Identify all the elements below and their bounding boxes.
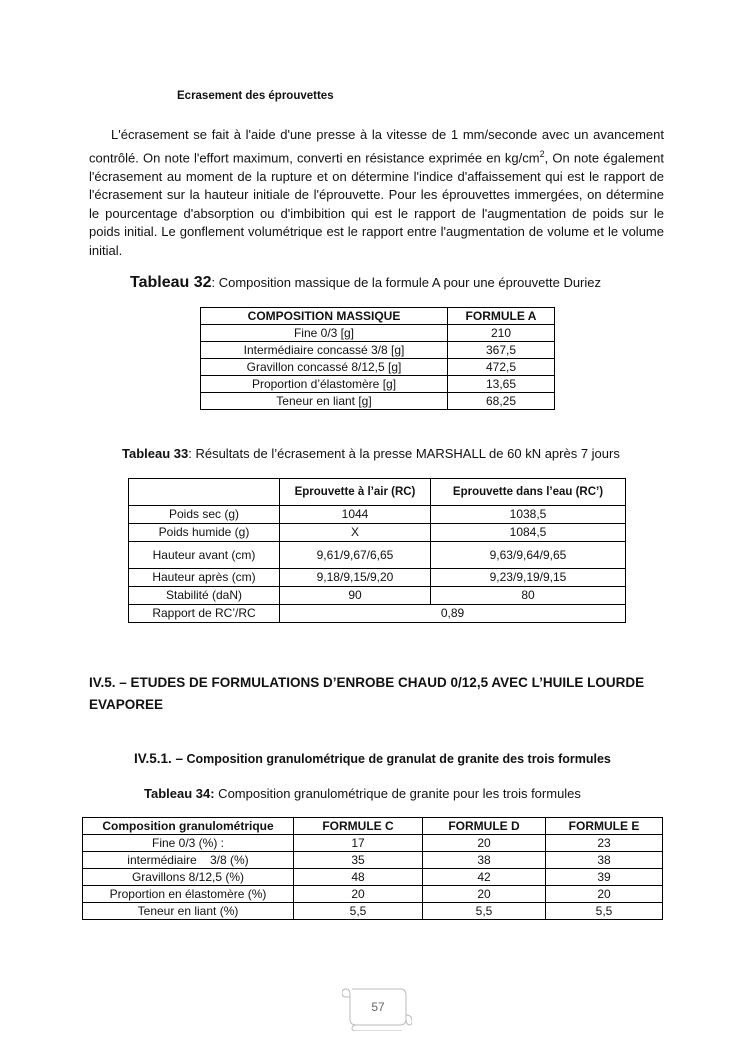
subsection-title: Composition granulométrique de granulat de granite des trois formules bbox=[183, 752, 611, 766]
table-cell: 472,5 bbox=[448, 359, 555, 376]
table-cell: Teneur en liant [g] bbox=[201, 393, 448, 410]
table-cell: Stabilité (daN) bbox=[129, 587, 280, 605]
table-cell: Teneur en liant (%) bbox=[83, 903, 294, 920]
table-cell: 13,65 bbox=[448, 376, 555, 393]
table-cell: 5,5 bbox=[294, 903, 423, 920]
table-cell: 1084,5 bbox=[431, 524, 626, 542]
table-row bbox=[83, 869, 663, 886]
table-cell: Gravillons 8/12,5 (%) bbox=[83, 869, 294, 886]
table-row bbox=[83, 852, 663, 869]
table-row bbox=[201, 359, 555, 376]
superscript: 2 bbox=[539, 148, 545, 159]
table-32-label: Tableau 32 bbox=[130, 274, 212, 291]
table-34 bbox=[82, 817, 663, 920]
table-33-caption bbox=[122, 446, 620, 461]
table-cell: 367,5 bbox=[448, 342, 555, 359]
table-34-caption-text: Composition granulométrique de granite pour les trois formules bbox=[214, 786, 581, 801]
section-heading: Ecrasement des éprouvettes bbox=[177, 90, 334, 102]
body-paragraph bbox=[89, 126, 664, 260]
paragraph-text-end: , On note également l'écrasement au moment de la rupture et on détermine l'indice d'affaissement qui est le rapport de l'écrasement sur la hauteur initiale de l'éprouvette. Pour les éprouvettes immergées, on détermine le pourcentage d'absorption ou d'imbibition qui est le rapport de l'augmentation de poids sur le poids initial. Le gonflement volumétrique est le rapport entre l'augmentation de volume et le volume initial. bbox=[89, 149, 664, 258]
header-cell: Eprouvette à l’air (RC) bbox=[280, 479, 431, 506]
table-cell: 210 bbox=[448, 325, 555, 342]
table-cell: 20 bbox=[294, 886, 423, 903]
table-row bbox=[129, 587, 626, 605]
table-row bbox=[129, 569, 626, 587]
table-cell: 38 bbox=[546, 852, 663, 869]
table-33-label: Tableau 33 bbox=[122, 446, 189, 461]
header-cell: FORMULE D bbox=[423, 818, 546, 835]
table-cell: 20 bbox=[423, 835, 546, 852]
table-cell: 1044 bbox=[280, 506, 431, 524]
table-row bbox=[129, 506, 626, 524]
section-heading-iv5: IV.5. – ETUDES DE FORMULATIONS D’ENROBE CHAUD 0/12,5 AVEC L’HUILE LOURDE EVAPOREE bbox=[89, 675, 645, 712]
table-row bbox=[83, 835, 663, 852]
header-cell: COMPOSITION MASSIQUE bbox=[201, 308, 448, 325]
table-33-caption-text: : Résultats de l’écrasement à la presse MARSHALL de 60 kN après 7 jours bbox=[188, 446, 620, 461]
table-header-row bbox=[129, 479, 626, 506]
table-header-row bbox=[83, 818, 663, 835]
table-row bbox=[201, 376, 555, 393]
table-cell: Fine 0/3 (%) : bbox=[83, 835, 294, 852]
table-cell: 9,18/9,15/9,20 bbox=[280, 569, 431, 587]
table-32-caption bbox=[130, 274, 601, 292]
table-cell: Hauteur après (cm) bbox=[129, 569, 280, 587]
table-cell: 80 bbox=[431, 587, 626, 605]
table-row bbox=[129, 542, 626, 569]
table-cell: intermédiaire 3/8 (%) bbox=[83, 852, 294, 869]
table-cell: 42 bbox=[423, 869, 546, 886]
table-header-row bbox=[201, 308, 555, 325]
table-cell: 20 bbox=[546, 886, 663, 903]
table-cell: 17 bbox=[294, 835, 423, 852]
header-cell: Composition granulométrique bbox=[83, 818, 294, 835]
table-cell: Gravillon concassé 8/12,5 [g] bbox=[201, 359, 448, 376]
table-32-caption-text: : Composition massique de la formule A pour une éprouvette Duriez bbox=[211, 275, 602, 290]
table-row bbox=[129, 524, 626, 542]
paragraph-text-start: L'écrasement se fait à l'aide d'une presse à la vitesse de 1 mm/seconde avec un avancement contrôlé. On note l'effort maximum, converti en résistance exprimée en kg/cm bbox=[89, 127, 664, 165]
header-cell: FORMULE E bbox=[546, 818, 663, 835]
table-cell: 1038,5 bbox=[431, 506, 626, 524]
table-cell: 39 bbox=[546, 869, 663, 886]
table-cell: Poids sec (g) bbox=[129, 506, 280, 524]
table-cell: Hauteur avant (cm) bbox=[129, 542, 280, 569]
table-cell: Fine 0/3 [g] bbox=[201, 325, 448, 342]
table-cell: 35 bbox=[294, 852, 423, 869]
table-row bbox=[83, 886, 663, 903]
table-cell: 9,61/9,67/6,65 bbox=[280, 542, 431, 569]
table-34-caption bbox=[144, 786, 581, 801]
table-cell: 0,89 bbox=[280, 605, 626, 623]
table-cell: Rapport de RC’/RC bbox=[129, 605, 280, 623]
table-row bbox=[201, 393, 555, 410]
table-cell: 38 bbox=[423, 852, 546, 869]
table-cell: 48 bbox=[294, 869, 423, 886]
table-cell: X bbox=[280, 524, 431, 542]
table-34-label: Tableau 34: bbox=[144, 786, 215, 801]
header-cell: FORMULE A bbox=[448, 308, 555, 325]
table-cell: Intermédiaire concassé 3/8 [g] bbox=[201, 342, 448, 359]
table-cell: 68,25 bbox=[448, 393, 555, 410]
table-row bbox=[129, 605, 626, 623]
header-cell: FORMULE C bbox=[294, 818, 423, 835]
table-33 bbox=[128, 478, 626, 623]
table-cell: 5,5 bbox=[423, 903, 546, 920]
table-cell: 90 bbox=[280, 587, 431, 605]
subsection-heading-iv51 bbox=[134, 751, 611, 766]
table-32 bbox=[200, 307, 555, 410]
table-row bbox=[201, 342, 555, 359]
header-cell: Eprouvette dans l’eau (RC’) bbox=[431, 479, 626, 506]
table-cell: 9,23/9,19/9,15 bbox=[431, 569, 626, 587]
table-cell: 9,63/9,64/9,65 bbox=[431, 542, 626, 569]
table-cell: 23 bbox=[546, 835, 663, 852]
table-row bbox=[201, 325, 555, 342]
table-cell: Proportion d’élastomère [g] bbox=[201, 376, 448, 393]
subsection-number: IV.5.1. – bbox=[134, 751, 184, 766]
table-cell: Poids humide (g) bbox=[129, 524, 280, 542]
header-cell bbox=[129, 479, 280, 506]
table-cell: 5,5 bbox=[546, 903, 663, 920]
table-cell: 20 bbox=[423, 886, 546, 903]
table-row bbox=[83, 903, 663, 920]
table-cell: Proportion en élastomère (%) bbox=[83, 886, 294, 903]
page-number: 57 bbox=[371, 1000, 385, 1014]
